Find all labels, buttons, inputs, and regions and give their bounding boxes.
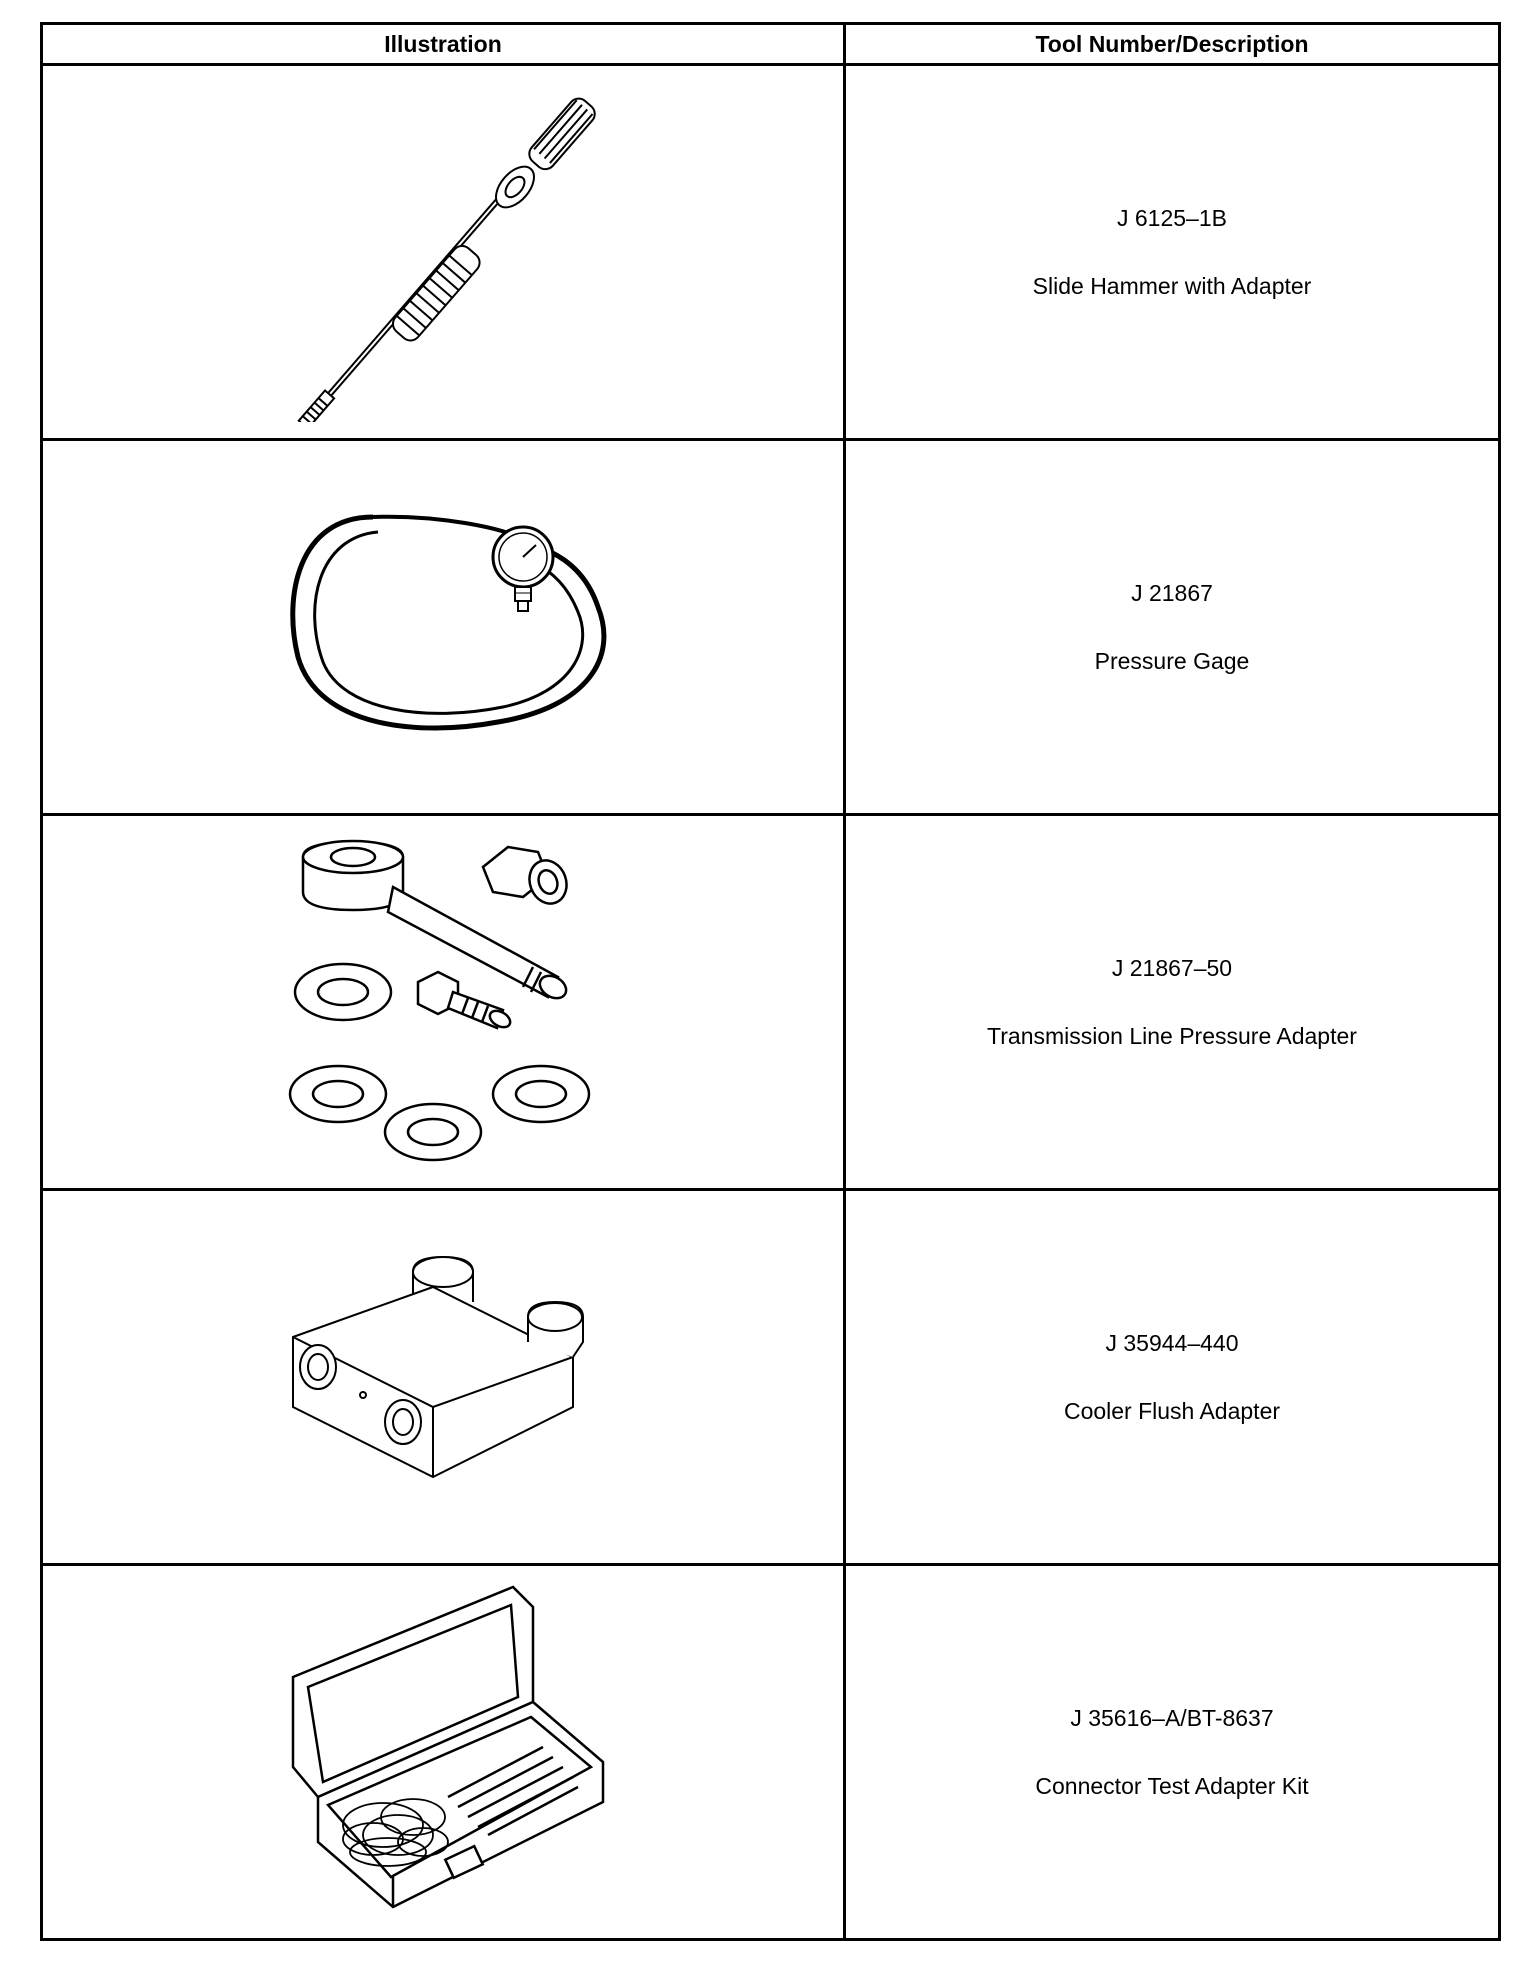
table-row	[42, 1190, 1500, 1565]
tool-number: J 6125–1B	[1117, 205, 1227, 231]
table-row	[42, 65, 1500, 440]
illustration-cell	[42, 440, 845, 815]
tool-description: Pressure Gage	[1094, 648, 1250, 674]
header-tool-number-description: Tool Number/Description	[845, 24, 1500, 65]
tool-number: J 21867	[1131, 580, 1213, 606]
table-row	[42, 815, 1500, 1190]
header-illustration: Illustration	[42, 24, 845, 65]
connector-test-kit-icon	[273, 1577, 613, 1927]
pressure-gage-icon	[278, 507, 608, 747]
tool-number: J 35616–A/BT-8637	[1070, 1705, 1274, 1731]
tool-info-cell	[845, 1565, 1500, 1940]
table-header-row	[42, 24, 1500, 65]
tool-info-cell	[845, 1190, 1500, 1565]
slide-hammer-icon	[283, 82, 603, 422]
cooler-flush-adapter-icon	[273, 1247, 613, 1507]
special-tools-table	[40, 22, 1501, 1941]
tool-description: Transmission Line Pressure Adapter	[987, 1023, 1357, 1049]
tool-info-cell	[845, 440, 1500, 815]
illustration-cell	[42, 1190, 845, 1565]
tool-description: Connector Test Adapter Kit	[1035, 1773, 1309, 1799]
table-row	[42, 1565, 1500, 1940]
illustration-cell	[42, 1565, 845, 1940]
tool-number: J 35944–440	[1105, 1330, 1239, 1356]
tool-info-cell	[845, 65, 1500, 440]
tool-description: Cooler Flush Adapter	[1063, 1398, 1281, 1424]
tool-info-cell	[845, 815, 1500, 1190]
illustration-cell	[42, 815, 845, 1190]
table-row	[42, 440, 1500, 815]
illustration-cell	[42, 65, 845, 440]
tool-number: J 21867–50	[1111, 955, 1233, 981]
tool-description: Slide Hammer with Adapter	[1032, 273, 1312, 299]
line-pressure-adapter-icon	[283, 832, 603, 1172]
